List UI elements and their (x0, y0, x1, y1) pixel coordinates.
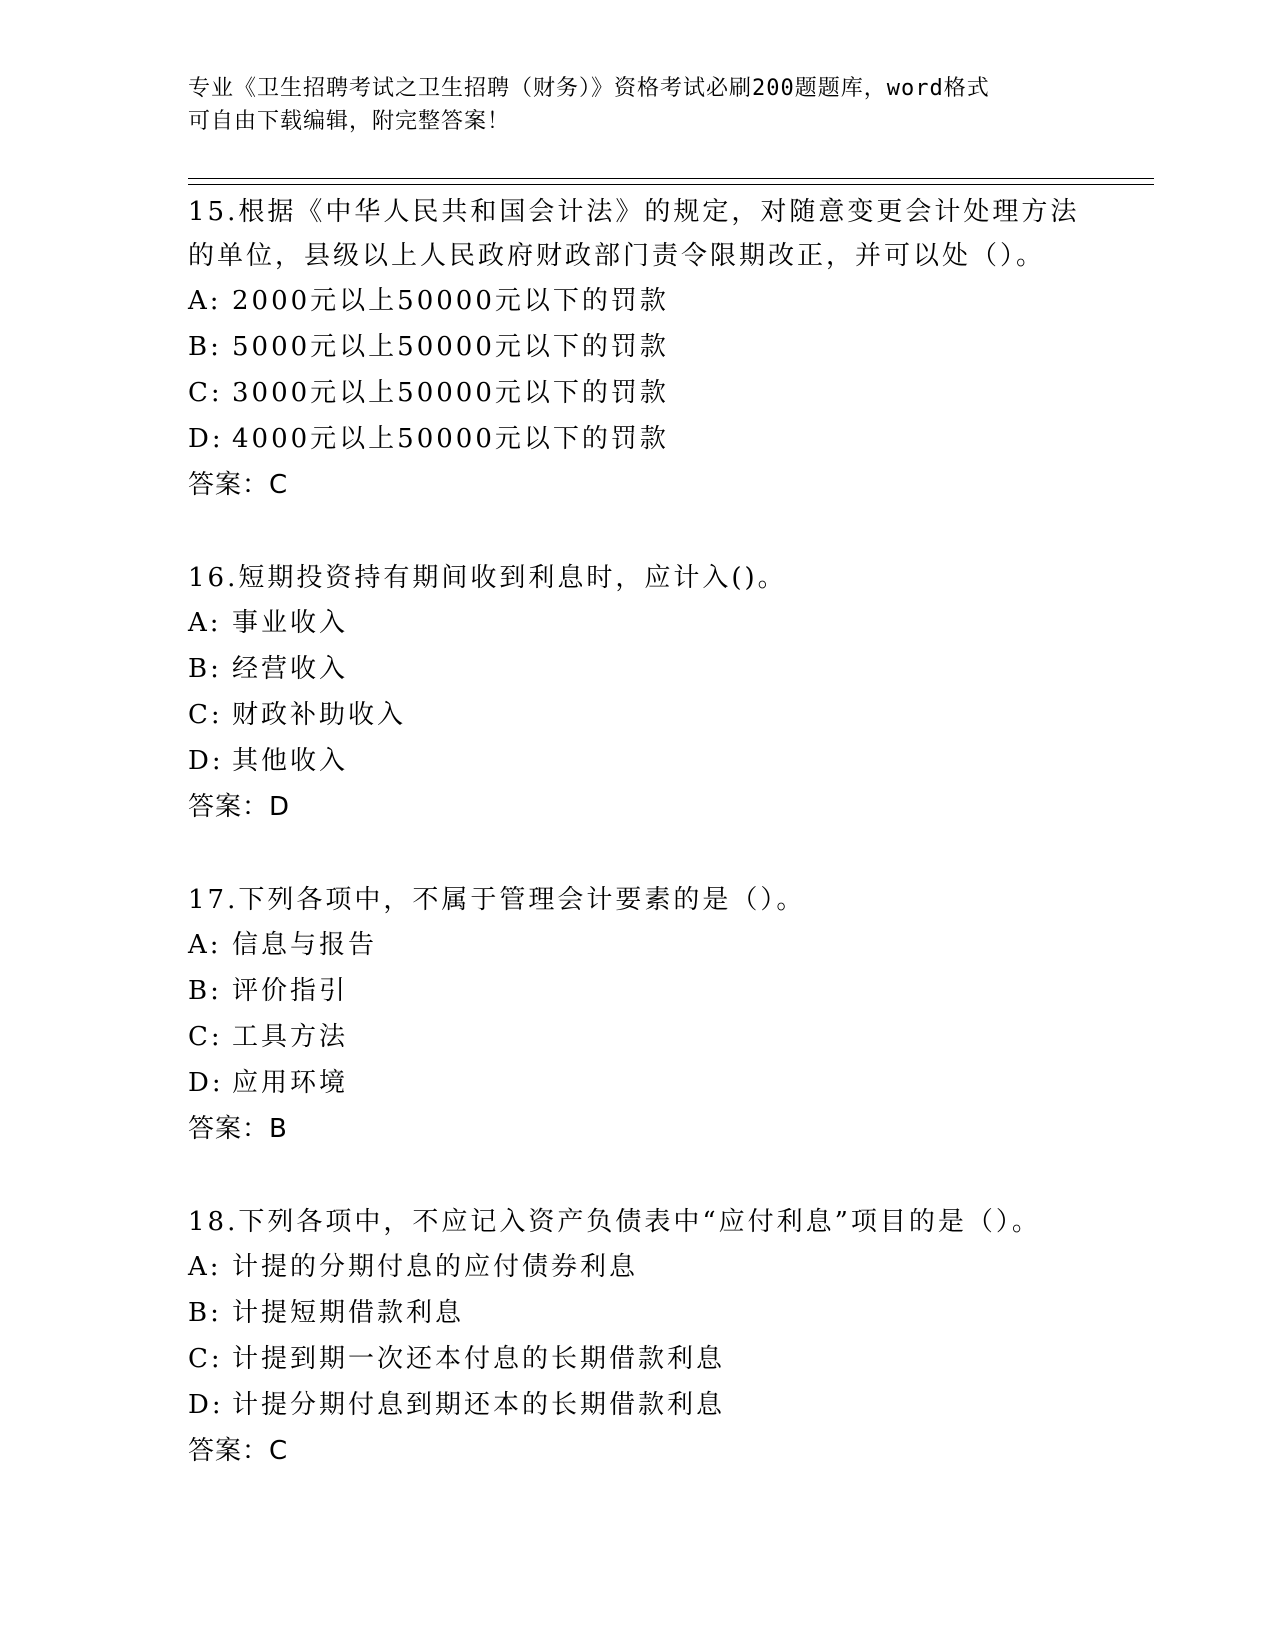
option-d (188, 416, 1118, 462)
option-text: 财政补助收入 (232, 700, 407, 730)
option-c (188, 692, 1118, 738)
option-d (188, 738, 1118, 784)
question-stem (188, 190, 1118, 278)
option-text: 3000元以上50000元以下的罚款 (232, 378, 669, 408)
option-label: B: (188, 654, 222, 684)
question-16 (188, 556, 1118, 830)
option-label: B: (188, 976, 222, 1006)
option-b (188, 1290, 1118, 1336)
answer: 答案：D (188, 792, 291, 822)
option-text: 计提分期付息到期还本的长期借款利息 (232, 1390, 726, 1420)
question-stem (188, 1200, 1118, 1244)
option-text: 评价指引 (232, 976, 349, 1006)
option-text: 计提短期借款利息 (232, 1298, 465, 1328)
option-text: 经营收入 (232, 654, 349, 684)
option-c (188, 370, 1118, 416)
option-a (188, 922, 1118, 968)
question-stem-line: 15.根据《中华人民共和国会计法》的规定，对随意变更会计处理方法 (188, 197, 1080, 227)
option-a (188, 600, 1118, 646)
option-label: D: (188, 424, 224, 454)
header-divider-top (188, 178, 1154, 179)
answer: 答案：C (188, 470, 289, 500)
question-stem-line: 16.短期投资持有期间收到利息时，应计入()。 (188, 563, 787, 593)
answer: 答案：B (188, 1114, 288, 1144)
option-label: D: (188, 1390, 224, 1420)
option-label: D: (188, 1068, 224, 1098)
answer: 答案：C (188, 1436, 289, 1466)
option-text: 2000元以上50000元以下的罚款 (232, 286, 669, 316)
option-text: 事业收入 (232, 608, 349, 638)
question-spacer (188, 830, 1118, 878)
option-label: A: (188, 286, 222, 316)
option-c (188, 1336, 1118, 1382)
option-label: C: (188, 700, 223, 730)
option-b (188, 646, 1118, 692)
option-text: 应用环境 (232, 1068, 349, 1098)
question-17 (188, 878, 1118, 1152)
option-label: C: (188, 1022, 223, 1052)
question-stem-line: 17.下列各项中，不属于管理会计要素的是（）。 (188, 885, 806, 915)
option-text: 其他收入 (232, 746, 349, 776)
question-spacer (188, 1152, 1118, 1200)
question-spacer (188, 508, 1118, 556)
option-text: 4000元以上50000元以下的罚款 (232, 424, 669, 454)
option-text: 信息与报告 (232, 930, 378, 960)
option-label: C: (188, 378, 223, 408)
option-b (188, 968, 1118, 1014)
question-stem (188, 556, 1118, 600)
option-b (188, 324, 1118, 370)
option-label: B: (188, 1298, 222, 1328)
option-label: D: (188, 746, 224, 776)
header-divider-bottom (188, 184, 1154, 185)
option-c (188, 1014, 1118, 1060)
question-stem-line: 的单位，县级以上人民政府财政部门责令限期改正，并可以处（）。 (188, 241, 1046, 271)
option-label: A: (188, 930, 222, 960)
question-list (188, 190, 1118, 1474)
header-line-1: 专业《卫生招聘考试之卫生招聘（财务）》资格考试必刷200题题库，word格式 (188, 76, 990, 101)
option-label: C: (188, 1344, 223, 1374)
question-18 (188, 1200, 1118, 1474)
question-stem-line: 18.下列各项中，不应记入资产负债表中“应付利息”项目的是（）。 (188, 1207, 1041, 1237)
option-a (188, 278, 1118, 324)
option-d (188, 1382, 1118, 1428)
option-a (188, 1244, 1118, 1290)
option-d (188, 1060, 1118, 1106)
option-label: B: (188, 332, 222, 362)
option-text: 工具方法 (232, 1022, 349, 1052)
question-stem (188, 878, 1118, 922)
option-text: 5000元以上50000元以下的罚款 (232, 332, 669, 362)
question-15 (188, 190, 1118, 508)
option-label: A: (188, 1252, 222, 1282)
header-line-2: 可自由下载编辑，附完整答案！ (188, 109, 511, 134)
option-label: A: (188, 608, 222, 638)
document-header (188, 72, 1088, 138)
option-text: 计提的分期付息的应付债券利息 (232, 1252, 639, 1282)
option-text: 计提到期一次还本付息的长期借款利息 (232, 1344, 726, 1374)
